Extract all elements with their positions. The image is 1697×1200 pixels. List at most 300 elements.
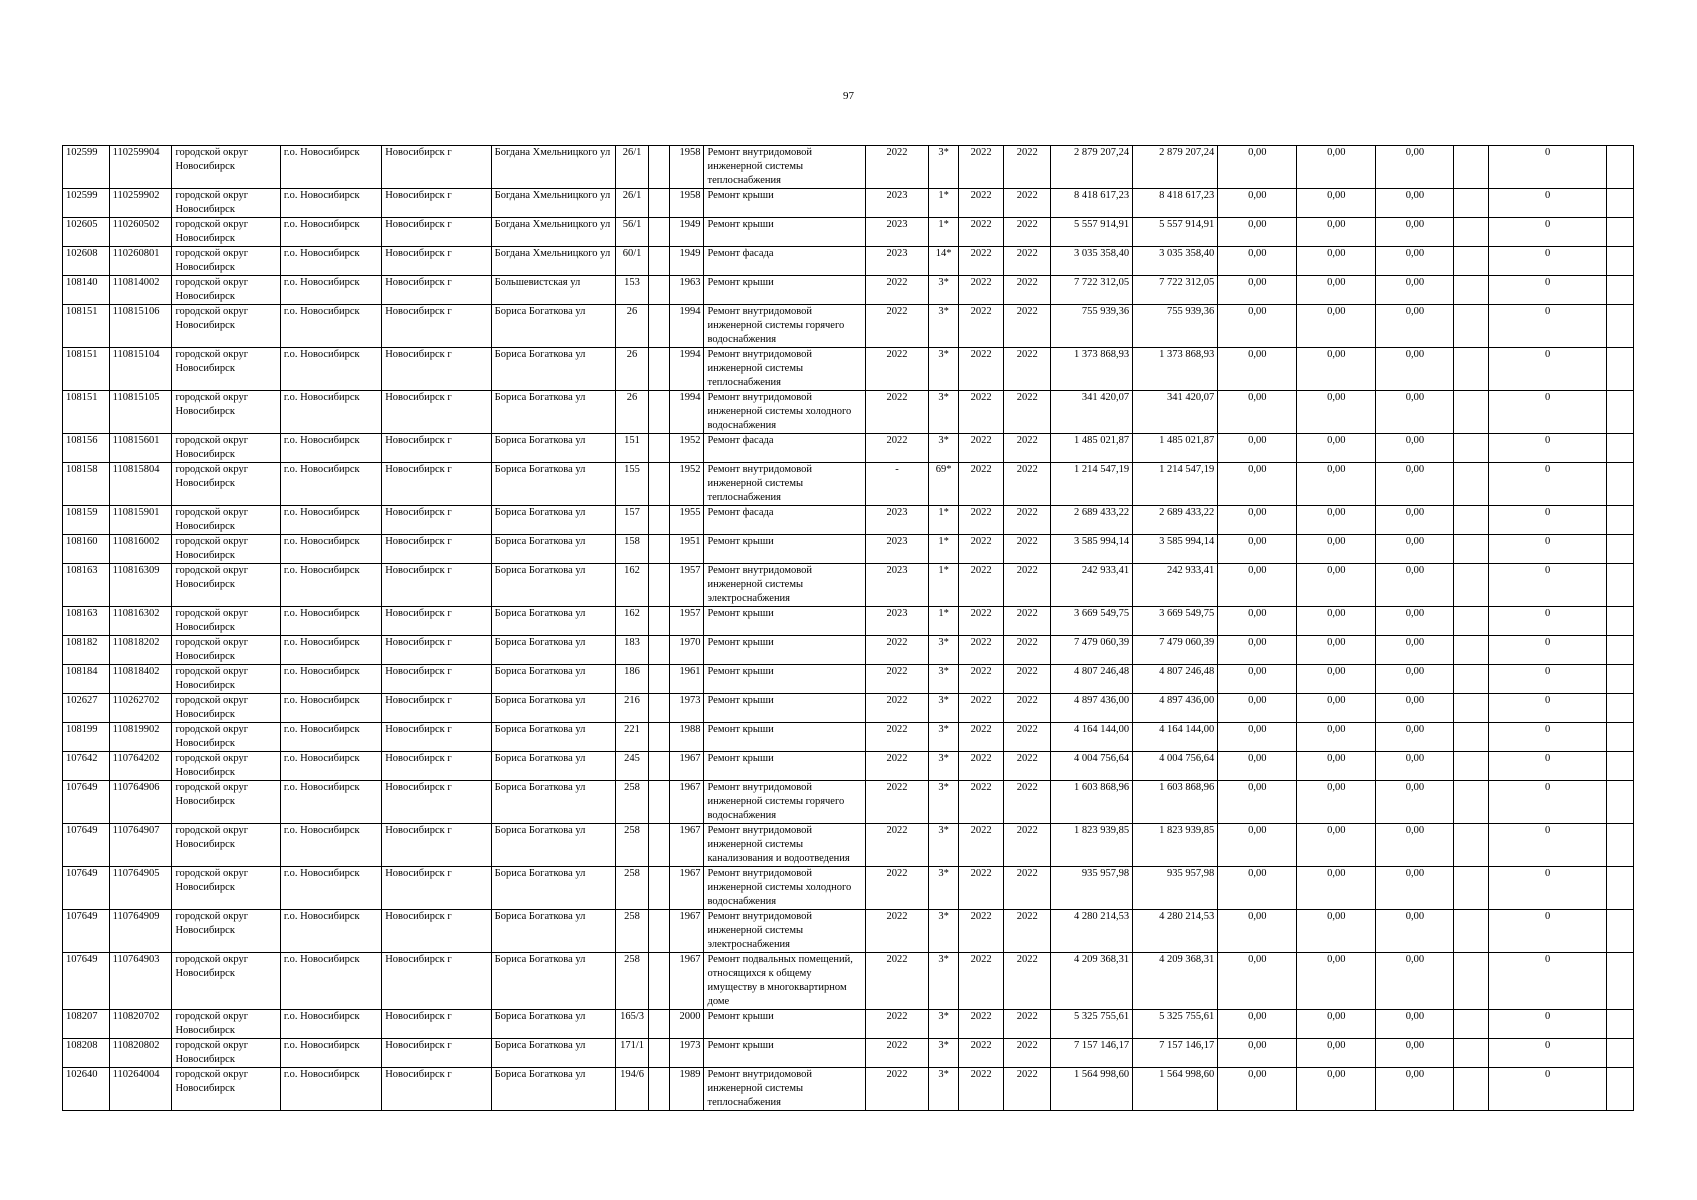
cell-cost-total: 4 280 214,53 [1051,910,1133,953]
cell-extra [1607,348,1634,391]
cell-work-type: Ремонт крыши [704,276,865,305]
cell-district: г.о. Новосибирск [280,564,381,607]
cell-cost-federal: 0,00 [1218,564,1297,607]
cell-district: г.о. Новосибирск [280,781,381,824]
cell-start-year: 2022 [958,276,1004,305]
cell-object-id: 108163 [63,564,110,607]
cell-start-year: 2022 [958,867,1004,910]
cell-owners-funds: 0 [1488,1010,1607,1039]
cell-empty [1454,506,1488,535]
cell-extra [1607,694,1634,723]
cell-end-year: 2022 [1004,723,1051,752]
cell-cost-total: 5 557 914,91 [1051,218,1133,247]
cell-object-id: 107649 [63,824,110,867]
cell-house: 26 [616,391,648,434]
cell-street: Бориса Богаткова ул [491,1010,616,1039]
cell-street: Бориса Богаткова ул [491,506,616,535]
cell-street: Бориса Богаткова ул [491,665,616,694]
cell-basis: 3* [929,391,958,434]
table-row [63,694,1634,723]
cell-end-year: 2022 [1004,305,1051,348]
cell-house: 26/1 [616,189,648,218]
cell-work-type: Ремонт крыши [704,636,865,665]
cell-cost-regional: 0,00 [1297,694,1376,723]
cell-work-type: Ремонт крыши [704,189,865,218]
cell-plan-year: 2022 [865,824,929,867]
table-row [63,247,1634,276]
cell-code: 110815901 [109,506,172,535]
cell-street: Бориса Богаткова ул [491,607,616,636]
cell-start-year: 2022 [958,463,1004,506]
cell-extra [1607,434,1634,463]
cell-building [648,607,669,636]
cell-district: г.о. Новосибирск [280,506,381,535]
cell-municipality: городской округ Новосибирск [172,953,280,1010]
cell-building [648,218,669,247]
cell-empty [1454,752,1488,781]
cell-plan-year: 2022 [865,305,929,348]
cell-plan-year: 2022 [865,953,929,1010]
cell-basis: 3* [929,781,958,824]
table-row [63,564,1634,607]
cell-cost-local: 0,00 [1376,665,1454,694]
table-row [63,723,1634,752]
cell-object-id: 102599 [63,146,110,189]
cell-street: Богдана Хмельницкого ул [491,146,616,189]
cell-locality: Новосибирск г [382,1068,491,1111]
cell-basis: 1* [929,535,958,564]
cell-start-year: 2022 [958,953,1004,1010]
cell-district: г.о. Новосибирск [280,1039,381,1068]
cell-cost-federal: 0,00 [1218,1010,1297,1039]
table-row [63,189,1634,218]
cell-empty [1454,1068,1488,1111]
cell-year-built: 1967 [670,910,704,953]
cell-cost-regional: 0,00 [1297,218,1376,247]
cell-cost-federal: 0,00 [1218,723,1297,752]
cell-cost-fund: 1 485 021,87 [1133,434,1218,463]
table-row [63,636,1634,665]
cell-plan-year: 2022 [865,665,929,694]
cell-end-year: 2022 [1004,1010,1051,1039]
table-row [63,1010,1634,1039]
cell-code: 110815601 [109,434,172,463]
cell-basis: 3* [929,723,958,752]
cell-cost-total: 341 420,07 [1051,391,1133,434]
cell-extra [1607,391,1634,434]
cell-basis: 3* [929,910,958,953]
cell-basis: 3* [929,1068,958,1111]
cell-owners-funds: 0 [1488,463,1607,506]
cell-start-year: 2022 [958,752,1004,781]
cell-house: 26 [616,348,648,391]
cell-owners-funds: 0 [1488,953,1607,1010]
cell-cost-federal: 0,00 [1218,189,1297,218]
cell-empty [1454,146,1488,189]
cell-district: г.о. Новосибирск [280,910,381,953]
cell-basis: 1* [929,564,958,607]
cell-owners-funds: 0 [1488,189,1607,218]
cell-empty [1454,535,1488,564]
cell-plan-year: 2022 [865,276,929,305]
cell-code: 110764909 [109,910,172,953]
cell-code: 110764906 [109,781,172,824]
table-row [63,1039,1634,1068]
cell-year-built: 1967 [670,781,704,824]
cell-cost-regional: 0,00 [1297,463,1376,506]
cell-empty [1454,1010,1488,1039]
cell-district: г.о. Новосибирск [280,867,381,910]
cell-year-built: 1957 [670,564,704,607]
cell-year-built: 1973 [670,1039,704,1068]
cell-owners-funds: 0 [1488,434,1607,463]
cell-work-type: Ремонт внутридомовой инженерной системы теплоснабжения [704,1068,865,1111]
cell-locality: Новосибирск г [382,506,491,535]
cell-street: Богдана Хмельницкого ул [491,218,616,247]
cell-locality: Новосибирск г [382,564,491,607]
cell-district: г.о. Новосибирск [280,1068,381,1111]
cell-owners-funds: 0 [1488,752,1607,781]
cell-code: 110815105 [109,391,172,434]
cell-house: 162 [616,607,648,636]
cell-district: г.о. Новосибирск [280,694,381,723]
cell-cost-total: 1 373 868,93 [1051,348,1133,391]
cell-year-built: 1957 [670,607,704,636]
cell-house: 26 [616,305,648,348]
cell-year-built: 1958 [670,146,704,189]
cell-start-year: 2022 [958,781,1004,824]
cell-house: 258 [616,867,648,910]
cell-basis: 1* [929,607,958,636]
cell-house: 245 [616,752,648,781]
cell-year-built: 1961 [670,665,704,694]
cell-cost-fund: 1 564 998,60 [1133,1068,1218,1111]
cell-object-id: 107649 [63,867,110,910]
cell-locality: Новосибирск г [382,910,491,953]
cell-locality: Новосибирск г [382,694,491,723]
cell-basis: 1* [929,218,958,247]
cell-building [648,146,669,189]
cell-plan-year: 2022 [865,146,929,189]
cell-work-type: Ремонт внутридомовой инженерной системы электроснабжения [704,564,865,607]
cell-empty [1454,723,1488,752]
cell-street: Бориса Богаткова ул [491,305,616,348]
cell-building [648,391,669,434]
cell-empty [1454,305,1488,348]
cell-municipality: городской округ Новосибирск [172,665,280,694]
cell-cost-regional: 0,00 [1297,910,1376,953]
cell-municipality: городской округ Новосибирск [172,910,280,953]
cell-work-type: Ремонт крыши [704,752,865,781]
cell-cost-total: 4 807 246,48 [1051,665,1133,694]
table-row [63,506,1634,535]
cell-building [648,752,669,781]
cell-year-built: 1994 [670,391,704,434]
cell-end-year: 2022 [1004,665,1051,694]
cell-building [648,781,669,824]
cell-object-id: 108208 [63,1039,110,1068]
cell-object-id: 107649 [63,953,110,1010]
cell-extra [1607,1010,1634,1039]
cell-code: 110764905 [109,867,172,910]
cell-code: 110260502 [109,218,172,247]
cell-locality: Новосибирск г [382,146,491,189]
cell-code: 110820802 [109,1039,172,1068]
cell-house: 258 [616,953,648,1010]
cell-cost-federal: 0,00 [1218,1068,1297,1111]
cell-house: 155 [616,463,648,506]
cell-municipality: городской округ Новосибирск [172,752,280,781]
cell-municipality: городской округ Новосибирск [172,564,280,607]
cell-plan-year: 2022 [865,694,929,723]
cell-cost-regional: 0,00 [1297,564,1376,607]
cell-plan-year: 2023 [865,607,929,636]
cell-house: 26/1 [616,146,648,189]
cell-start-year: 2022 [958,607,1004,636]
cell-municipality: городской округ Новосибирск [172,189,280,218]
cell-extra [1607,506,1634,535]
cell-district: г.о. Новосибирск [280,305,381,348]
cell-end-year: 2022 [1004,910,1051,953]
cell-extra [1607,1068,1634,1111]
cell-empty [1454,391,1488,434]
cell-cost-local: 0,00 [1376,305,1454,348]
cell-municipality: городской округ Новосибирск [172,694,280,723]
cell-building [648,189,669,218]
cell-start-year: 2022 [958,723,1004,752]
cell-owners-funds: 0 [1488,781,1607,824]
cell-end-year: 2022 [1004,564,1051,607]
cell-start-year: 2022 [958,506,1004,535]
cell-district: г.о. Новосибирск [280,276,381,305]
cell-house: 157 [616,506,648,535]
cell-municipality: городской округ Новосибирск [172,1039,280,1068]
cell-cost-federal: 0,00 [1218,953,1297,1010]
cell-cost-fund: 3 669 549,75 [1133,607,1218,636]
cell-house: 158 [616,535,648,564]
cell-end-year: 2022 [1004,752,1051,781]
cell-basis: 3* [929,434,958,463]
cell-basis: 3* [929,1039,958,1068]
cell-plan-year: 2023 [865,535,929,564]
cell-cost-federal: 0,00 [1218,463,1297,506]
cell-locality: Новосибирск г [382,247,491,276]
cell-extra [1607,867,1634,910]
cell-district: г.о. Новосибирск [280,535,381,564]
cell-object-id: 108156 [63,434,110,463]
cell-extra [1607,1039,1634,1068]
cell-plan-year: 2022 [865,781,929,824]
cell-cost-total: 7 479 060,39 [1051,636,1133,665]
cell-cost-local: 0,00 [1376,953,1454,1010]
table-row [63,910,1634,953]
cell-building [648,305,669,348]
cell-extra [1607,665,1634,694]
cell-cost-local: 0,00 [1376,636,1454,665]
cell-plan-year: 2022 [865,636,929,665]
cell-end-year: 2022 [1004,867,1051,910]
cell-object-id: 108163 [63,607,110,636]
cell-building [648,694,669,723]
cell-code: 110818402 [109,665,172,694]
cell-start-year: 2022 [958,247,1004,276]
cell-code: 110815106 [109,305,172,348]
cell-work-type: Ремонт крыши [704,665,865,694]
cell-cost-regional: 0,00 [1297,1068,1376,1111]
cell-cost-local: 0,00 [1376,1039,1454,1068]
cell-cost-local: 0,00 [1376,348,1454,391]
cell-cost-local: 0,00 [1376,723,1454,752]
cell-district: г.о. Новосибирск [280,636,381,665]
cell-building [648,434,669,463]
cell-cost-fund: 5 557 914,91 [1133,218,1218,247]
cell-plan-year: 2022 [865,434,929,463]
table-body [63,146,1634,1111]
cell-cost-regional: 0,00 [1297,276,1376,305]
cell-cost-local: 0,00 [1376,781,1454,824]
cell-owners-funds: 0 [1488,247,1607,276]
cell-municipality: городской округ Новосибирск [172,824,280,867]
cell-object-id: 108184 [63,665,110,694]
cell-municipality: городской округ Новосибирск [172,305,280,348]
cell-cost-total: 7 157 146,17 [1051,1039,1133,1068]
cell-street: Бориса Богаткова ул [491,463,616,506]
cell-district: г.о. Новосибирск [280,463,381,506]
cell-basis: 3* [929,348,958,391]
cell-district: г.о. Новосибирск [280,247,381,276]
cell-cost-local: 0,00 [1376,867,1454,910]
cell-extra [1607,824,1634,867]
cell-cost-regional: 0,00 [1297,953,1376,1010]
cell-work-type: Ремонт крыши [704,218,865,247]
cell-year-built: 1967 [670,867,704,910]
cell-plan-year: - [865,463,929,506]
cell-house: 258 [616,824,648,867]
cell-house: 258 [616,781,648,824]
cell-street: Бориса Богаткова ул [491,723,616,752]
cell-street: Бориса Богаткова ул [491,953,616,1010]
cell-cost-federal: 0,00 [1218,867,1297,910]
cell-municipality: городской округ Новосибирск [172,391,280,434]
cell-empty [1454,348,1488,391]
cell-municipality: городской округ Новосибирск [172,247,280,276]
cell-street: Бориса Богаткова ул [491,867,616,910]
cell-basis: 3* [929,146,958,189]
cell-building [648,665,669,694]
cell-start-year: 2022 [958,434,1004,463]
cell-street: Бориса Богаткова ул [491,391,616,434]
table-row [63,665,1634,694]
cell-district: г.о. Новосибирск [280,391,381,434]
cell-locality: Новосибирск г [382,434,491,463]
cell-cost-fund: 3 585 994,14 [1133,535,1218,564]
cell-object-id: 108151 [63,348,110,391]
cell-year-built: 1967 [670,824,704,867]
cell-basis: 3* [929,1010,958,1039]
cell-basis: 3* [929,305,958,348]
cell-locality: Новосибирск г [382,463,491,506]
cell-cost-local: 0,00 [1376,694,1454,723]
cell-year-built: 1989 [670,1068,704,1111]
cell-street: Бориса Богаткова ул [491,694,616,723]
cell-code: 110816002 [109,535,172,564]
cell-district: г.о. Новосибирск [280,218,381,247]
cell-year-built: 1958 [670,189,704,218]
cell-object-id: 102608 [63,247,110,276]
cell-locality: Новосибирск г [382,189,491,218]
cell-cost-total: 4 209 368,31 [1051,953,1133,1010]
cell-extra [1607,218,1634,247]
cell-end-year: 2022 [1004,146,1051,189]
cell-start-year: 2022 [958,535,1004,564]
cell-house: 165/3 [616,1010,648,1039]
cell-year-built: 1952 [670,463,704,506]
cell-extra [1607,247,1634,276]
cell-house: 153 [616,276,648,305]
cell-plan-year: 2022 [865,723,929,752]
cell-work-type: Ремонт внутридомовой инженерной системы холодного водоснабжения [704,867,865,910]
cell-cost-local: 0,00 [1376,564,1454,607]
cell-basis: 3* [929,636,958,665]
cell-owners-funds: 0 [1488,607,1607,636]
table-row [63,824,1634,867]
cell-empty [1454,694,1488,723]
cell-municipality: городской округ Новосибирск [172,781,280,824]
table-row [63,434,1634,463]
cell-extra [1607,535,1634,564]
cell-extra [1607,463,1634,506]
cell-end-year: 2022 [1004,348,1051,391]
cell-end-year: 2022 [1004,218,1051,247]
cell-building [648,463,669,506]
cell-cost-federal: 0,00 [1218,607,1297,636]
cell-cost-regional: 0,00 [1297,665,1376,694]
cell-basis: 1* [929,506,958,535]
cell-cost-fund: 4 280 214,53 [1133,910,1218,953]
cell-cost-local: 0,00 [1376,1068,1454,1111]
cell-cost-federal: 0,00 [1218,348,1297,391]
cell-cost-local: 0,00 [1376,535,1454,564]
cell-locality: Новосибирск г [382,1010,491,1039]
cell-code: 110818202 [109,636,172,665]
cell-cost-local: 0,00 [1376,434,1454,463]
cell-start-year: 2022 [958,1039,1004,1068]
cell-end-year: 2022 [1004,636,1051,665]
cell-cost-regional: 0,00 [1297,189,1376,218]
cell-end-year: 2022 [1004,694,1051,723]
cell-cost-federal: 0,00 [1218,752,1297,781]
table-row [63,391,1634,434]
cell-code: 110764907 [109,824,172,867]
cell-cost-total: 3 035 358,40 [1051,247,1133,276]
table-row [63,276,1634,305]
cell-extra [1607,953,1634,1010]
cell-basis: 3* [929,824,958,867]
cell-locality: Новосибирск г [382,953,491,1010]
cell-cost-fund: 7 479 060,39 [1133,636,1218,665]
cell-year-built: 1955 [670,506,704,535]
cell-cost-federal: 0,00 [1218,636,1297,665]
cell-extra [1607,564,1634,607]
capital-repair-table [62,145,1634,1111]
cell-cost-total: 755 939,36 [1051,305,1133,348]
cell-plan-year: 2022 [865,348,929,391]
cell-cost-federal: 0,00 [1218,434,1297,463]
cell-work-type: Ремонт внутридомовой инженерной системы горячего водоснабжения [704,781,865,824]
cell-house: 56/1 [616,218,648,247]
cell-cost-local: 0,00 [1376,247,1454,276]
cell-street: Бориса Богаткова ул [491,1068,616,1111]
